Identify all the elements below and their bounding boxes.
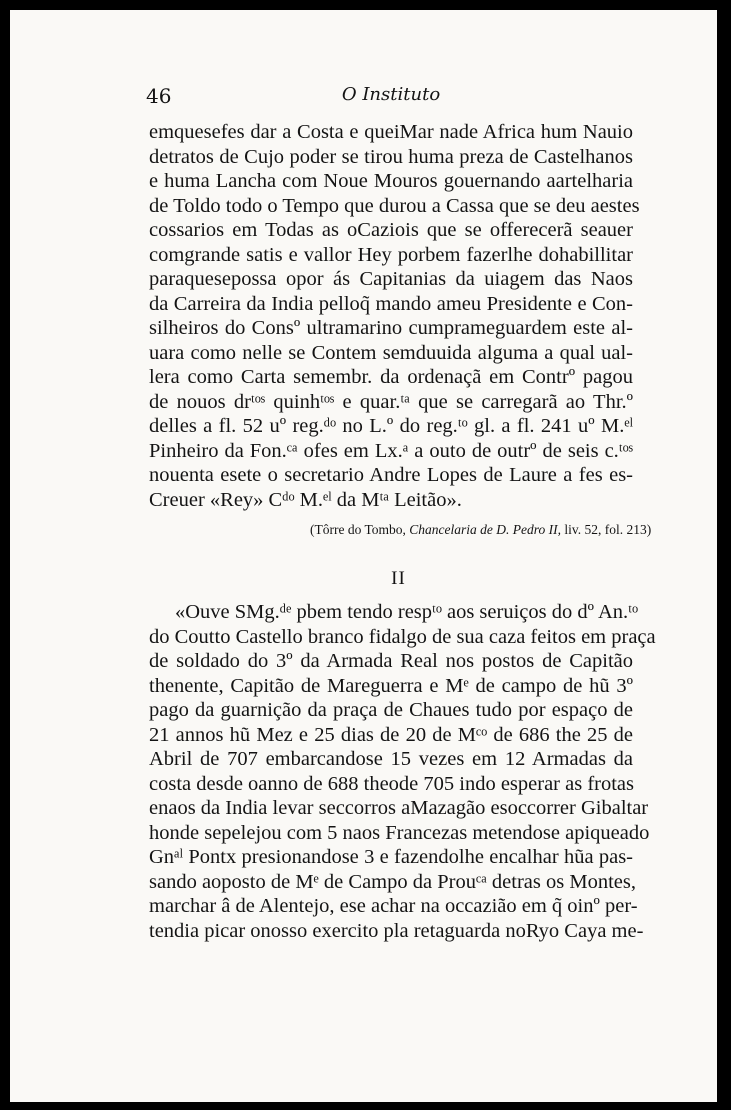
text-line: de soldado do 3º da Armada Real nos postos de Capitão bbox=[149, 650, 633, 672]
text-line: comgrande satis e vallor Hey porbem fazerlhe dohabillitar bbox=[149, 243, 633, 266]
text-line: e huma Lancha com Noue Mouros gouernando aartelharia bbox=[149, 170, 633, 192]
text-line: uara como nelle se Contem semduuida alguma a qual ual- bbox=[149, 341, 633, 364]
text-line: silheiros do Consº ultramarino cumprameguardem este al- bbox=[149, 317, 633, 339]
text-line: tendia picar onosso exercito pla retaguarda noRyo Caya me- bbox=[149, 919, 644, 942]
text-line: pago da guarnição da praça de Chaues tudo por espaço de bbox=[149, 699, 633, 721]
text-line: Abril de 707 embarcandose 15 vezes em 12 Armadas da bbox=[149, 748, 633, 770]
page-header bbox=[146, 84, 636, 108]
text-line: Creuer «Rey» Cᵈᵒ M.ᵉˡ da Mᵗᵃ Leitão». bbox=[149, 488, 462, 511]
section-number: II bbox=[391, 568, 406, 589]
text-line: costa desde oanno de 688 theode 705 indo esperar as frotas bbox=[149, 772, 635, 795]
text-line: emquesefes dar a Costa e queiMar nade Africa hum Nauio bbox=[149, 121, 633, 143]
source-suffix: liv. 52, fol. 213) bbox=[561, 522, 652, 537]
source-title: Chancelaria de D. Pedro II, bbox=[409, 522, 562, 537]
text-line: detratos de Cujo poder se tirou huma preza de Castelhanos bbox=[149, 145, 633, 168]
text-line: marchar â de Alentejo, ese achar na occazião em q̃ oinº per- bbox=[149, 895, 638, 917]
document-paragraph-1 bbox=[149, 120, 640, 512]
text-line: do Coutto Castello branco fidalgo de sua caza feitos em praça bbox=[149, 625, 656, 648]
source-prefix: (Tôrre do Tombo, bbox=[310, 522, 410, 537]
text-line: honde sepelejou com 5 naos Francezas metendose apiqueado bbox=[149, 821, 650, 844]
text-line: sando aoposto de Mᵉ de Campo da Prouᶜᵃ detras os Montes, bbox=[149, 870, 636, 893]
text-line: lera como Carta semembr. da ordenaçã em Contrº pagou bbox=[149, 366, 633, 388]
text-line: de Toldo todo o Tempo que durou a Cassa que se deu aestes bbox=[149, 194, 640, 217]
text-line: cossarios em Todas as oCaziois que se offerecerã seauer bbox=[149, 219, 633, 241]
page-number: 46 bbox=[146, 84, 172, 108]
text-line: 21 annos hũ Mez e 25 dias de 20 de Mᶜᵒ de 686 the 25 de bbox=[149, 723, 633, 746]
text-line: thenente, Capitão de Mareguerra e Mᵉ de campo de hũ 3º bbox=[149, 674, 633, 697]
text-line: Gnᵃˡ Pontx presionandose 3 e fazendolhe encalhar hũa pas- bbox=[149, 846, 633, 868]
text-line: da Carreira da India pelloq̃ mando ameu Presidente e Con- bbox=[149, 292, 633, 315]
text-line: paraquesepossa opor ás Capitanias da uiagem das Naos bbox=[149, 268, 633, 290]
text-line: de nouos drᵗᵒˢ quinhᵗᵒˢ e quar.ᵗᵃ que se carregarã ao Thr.º bbox=[149, 390, 633, 413]
source-citation bbox=[310, 522, 652, 538]
text-line: delles a fl. 52 uº reg.ᵈᵒ no L.º do reg.ᵗᵒ gl. a fl. 241 uº M.ᵉˡ bbox=[149, 415, 633, 437]
book-page bbox=[10, 10, 717, 1102]
running-title: O Instituto bbox=[341, 84, 441, 105]
text-line: enaos da India levar seccorros aMazagão esoccorrer Gibaltar bbox=[149, 797, 649, 819]
document-paragraph-2 bbox=[149, 600, 656, 943]
text-line: nouenta esete o secretario Andre Lopes de Laure a fes es- bbox=[149, 464, 633, 486]
text-line: «Ouve SMg.ᵈᵉ pbem tendo respᵗᵒ aos seruiços do dº An.ᵗᵒ bbox=[175, 601, 638, 623]
text-line: Pinheiro da Fon.ᶜᵃ ofes em Lx.ᵃ a outo de outrº de seis c.ᵗᵒˢ bbox=[149, 439, 633, 462]
